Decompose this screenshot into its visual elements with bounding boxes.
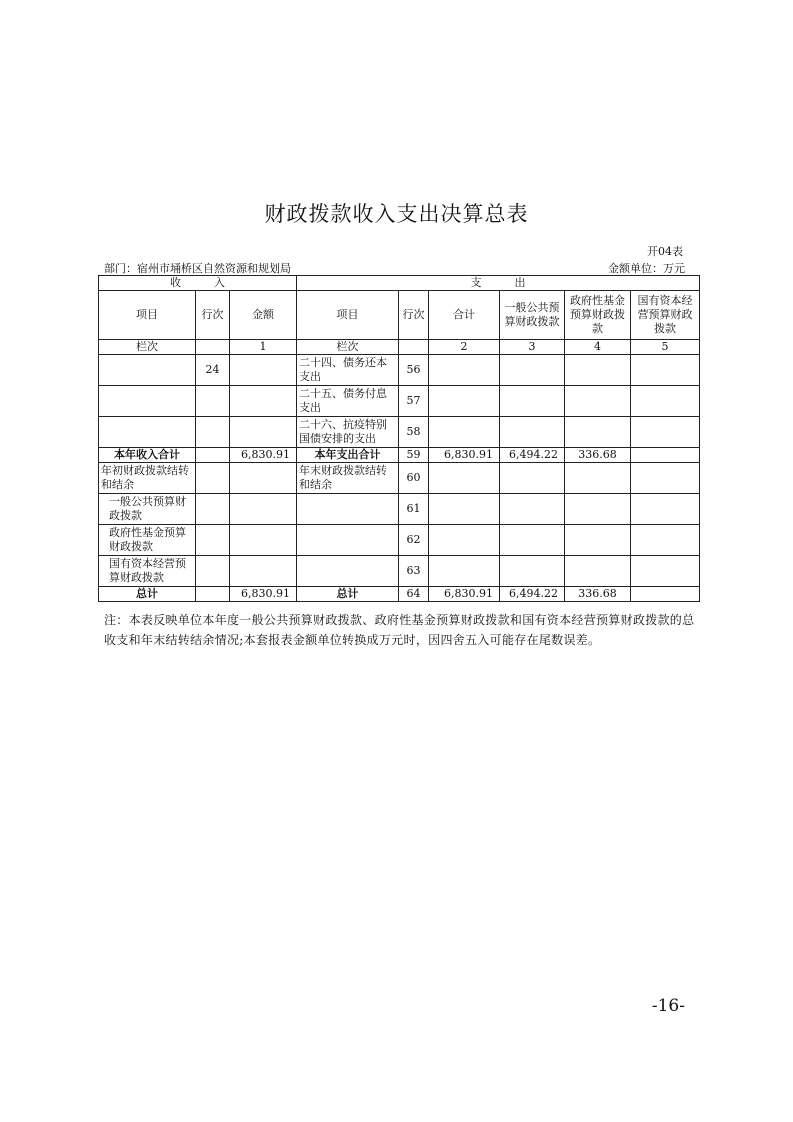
expense-item: [297, 494, 399, 525]
expense-item: [297, 525, 399, 556]
expense-item: 本年支出合计: [297, 448, 399, 463]
income-item: 本年收入合计: [99, 448, 196, 463]
expense-row-no: 58: [399, 417, 429, 448]
state-cell: [631, 355, 700, 386]
expense-item: 二十六、抗疫特别国债安排的支出: [297, 417, 399, 448]
income-row-no: [196, 417, 230, 448]
table-row: [99, 355, 700, 386]
expense-row-no: 57: [399, 386, 429, 417]
expense-item-header: 项目: [297, 291, 399, 340]
income-amount-header: 金额: [230, 291, 297, 340]
page-title: 财政拨款收入支出决算总表: [264, 202, 529, 226]
income-amount: [230, 463, 297, 494]
expense-row-no: 63: [399, 556, 429, 587]
general-cell: [500, 355, 565, 386]
income-item-header: 项目: [99, 291, 196, 340]
column-number: 1: [230, 340, 297, 355]
fund-cell: [565, 494, 631, 525]
income-item: 总计: [99, 587, 196, 602]
general-cell: 6,494.22: [500, 448, 565, 463]
general-cell: [500, 494, 565, 525]
income-row-no-header: 行次: [196, 291, 230, 340]
fund-cell: 336.68: [565, 587, 631, 602]
general-budget-header: 一般公共预算财政拨款: [500, 291, 565, 340]
expense-row-no: 59: [399, 448, 429, 463]
income-item: 年初财政拨款结转和结余: [99, 463, 196, 494]
expense-row-no: 64: [399, 587, 429, 602]
general-cell: [500, 525, 565, 556]
income-amount: 6,830.91: [230, 448, 297, 463]
fund-cell: [565, 525, 631, 556]
income-amount: [230, 355, 297, 386]
column-number: 3: [500, 340, 565, 355]
income-item: [99, 417, 196, 448]
fund-cell: [565, 463, 631, 494]
column-header-row: [99, 291, 700, 340]
income-item: 一般公共预算财政拨款: [99, 494, 196, 525]
income-item: [99, 355, 196, 386]
column-label: 栏次: [297, 340, 399, 355]
total-cell: [429, 463, 500, 494]
expense-item: [297, 556, 399, 587]
table-row: [99, 463, 700, 494]
total-header: 合计: [429, 291, 500, 340]
total-cell: 6,830.91: [429, 587, 500, 602]
expense-row-no: 62: [399, 525, 429, 556]
table-row: [99, 386, 700, 417]
state-cell: [631, 417, 700, 448]
table-row-total: [99, 587, 700, 602]
state-cell: [631, 587, 700, 602]
income-row-no: [196, 386, 230, 417]
state-cell: [631, 448, 700, 463]
state-cell: [631, 556, 700, 587]
income-amount: [230, 386, 297, 417]
income-row-no: 24: [196, 355, 230, 386]
income-amount: [230, 525, 297, 556]
state-cell: [631, 463, 700, 494]
general-cell: 6,494.22: [500, 587, 565, 602]
income-item: 政府性基金预算财政拨款: [99, 525, 196, 556]
income-amount: [230, 556, 297, 587]
general-cell: [500, 386, 565, 417]
income-row-no: [196, 556, 230, 587]
expense-item: 总计: [297, 587, 399, 602]
fund-cell: [565, 556, 631, 587]
expense-item: 年末财政拨款结转和结余: [297, 463, 399, 494]
income-row-no: [196, 494, 230, 525]
fund-cell: [565, 386, 631, 417]
income-row-no: [196, 448, 230, 463]
form-number: 开04表: [647, 245, 683, 258]
table-row: [99, 494, 700, 525]
income-amount: [230, 417, 297, 448]
total-cell: [429, 386, 500, 417]
expense-row-no-header: 行次: [399, 291, 429, 340]
state-cell: [631, 525, 700, 556]
budget-summary-table: [98, 275, 700, 602]
income-row-no: [196, 525, 230, 556]
fund-cell: 336.68: [565, 448, 631, 463]
column-number-row: [99, 340, 700, 355]
expense-item: 二十四、债务还本支出: [297, 355, 399, 386]
income-item: [99, 386, 196, 417]
income-section-header: 收 入: [99, 276, 297, 291]
income-row-no: [196, 587, 230, 602]
expense-section-header: 支 出: [297, 276, 700, 291]
income-row-no: [196, 463, 230, 494]
total-cell: 6,830.91: [429, 448, 500, 463]
total-cell: [429, 355, 500, 386]
expense-row-no: 61: [399, 494, 429, 525]
column-number: 2: [429, 340, 500, 355]
state-cell: [631, 386, 700, 417]
page-number: -16-: [651, 996, 685, 1016]
fund-budget-header: 政府性基金预算财政拨款: [565, 291, 631, 340]
fund-cell: [565, 355, 631, 386]
table-row: [99, 525, 700, 556]
state-cell: [631, 494, 700, 525]
column-number: 5: [631, 340, 700, 355]
table-row-subtotal: [99, 448, 700, 463]
expense-item: 二十五、债务付息支出: [297, 386, 399, 417]
total-cell: [429, 494, 500, 525]
table-row: [99, 556, 700, 587]
expense-row-no: 56: [399, 355, 429, 386]
income-item: 国有资本经营预算财政拨款: [99, 556, 196, 587]
general-cell: [500, 463, 565, 494]
income-amount: 6,830.91: [230, 587, 297, 602]
unit-label: 金额单位：万元: [608, 262, 685, 275]
total-cell: [429, 417, 500, 448]
column-number: 4: [565, 340, 631, 355]
table-row: [99, 417, 700, 448]
department-label: 部门：宿州市埇桥区自然资源和规划局: [104, 262, 291, 275]
general-cell: [500, 556, 565, 587]
footnote: 注：本表反映单位本年度一般公共预算财政拨款、政府性基金预算财政拨款和国有资本经营预算财政拨款的总收支和年末结转结余情况;本套报表金额单位转换成万元时，因四舍五入可能存在尾数误差。: [104, 613, 695, 647]
expense-row-no: 60: [399, 463, 429, 494]
general-cell: [500, 417, 565, 448]
fund-cell: [565, 417, 631, 448]
total-cell: [429, 525, 500, 556]
state-capital-header: 国有资本经营预算财政拨款: [631, 291, 700, 340]
total-cell: [429, 556, 500, 587]
income-amount: [230, 494, 297, 525]
section-header-row: [99, 276, 700, 291]
column-label: 栏次: [99, 340, 196, 355]
